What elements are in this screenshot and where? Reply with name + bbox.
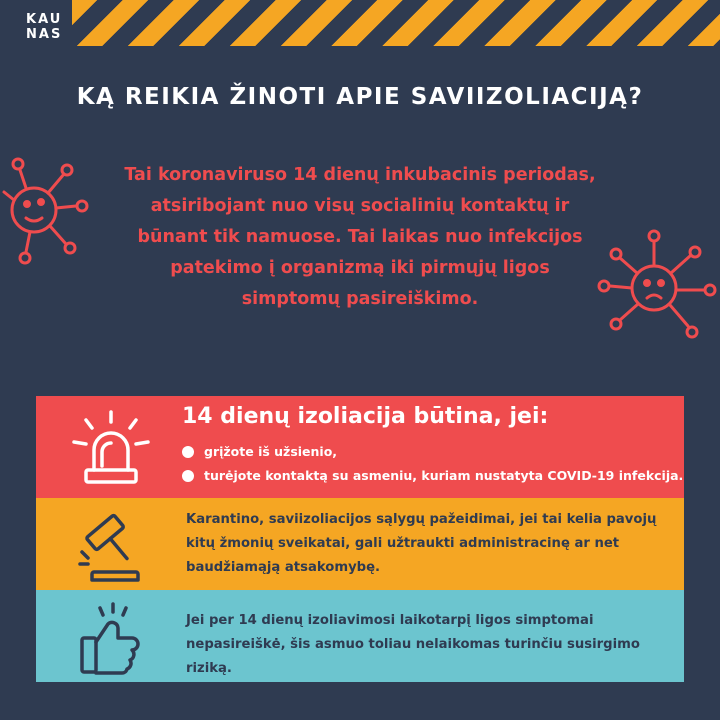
bullet-dot-icon xyxy=(182,470,194,482)
virus-icon xyxy=(0,148,92,268)
logo-line-2: NAS xyxy=(26,27,63,42)
no-symptoms-panel xyxy=(36,590,684,682)
hazard-stripes xyxy=(72,0,720,46)
list-item xyxy=(182,440,683,464)
thumbs-up-icon xyxy=(66,600,156,680)
gavel-icon xyxy=(66,508,156,588)
no-symptoms-text: Jei per 14 dienų izoliavimosi laikotarpį ligos simptomai nepasireiškė, šis asmuo toliau nelaikomas turinčiu susirgimo riziką. xyxy=(186,613,640,676)
logo-line-1: KAU xyxy=(26,12,63,27)
bullet-dot-icon xyxy=(182,446,194,458)
isolation-heading: 14 dienų izoliacija būtina, jei: xyxy=(182,404,549,429)
intro-text: Tai koronaviruso 14 dienų inkubacinis periodas, atsiribojant nuo visų socialinių kontaktų ir būnant tik namuose. Tai laikas nuo infekcijos patekimo į organizmą iki pirmųjų ligos simptomų pasireiškimo. xyxy=(124,165,596,309)
violations-text: Karantino, saviizoliacijos sąlygų pažeidimai, jei tai kelia pavojų kitų žmonių sveikatai, gali užtraukti administracinę ar net baudžiamąją atsakomybę. xyxy=(186,512,657,575)
list-item xyxy=(182,464,683,488)
page-title: KĄ REIKIA ŽINOTI APIE SAVIIZOLIACIJĄ? xyxy=(76,84,644,110)
list-item-text: grįžote iš užsienio, xyxy=(204,444,338,459)
virus-icon xyxy=(592,222,720,352)
list-item-text: turėjote kontaktą su asmeniu, kuriam nustatyta COVID-19 infekcija. xyxy=(204,468,684,483)
isolation-required-panel xyxy=(36,396,684,498)
isolation-conditions-list xyxy=(182,440,683,488)
kaunas-logo xyxy=(26,12,66,46)
violations-panel xyxy=(36,498,684,590)
siren-icon xyxy=(66,408,156,488)
